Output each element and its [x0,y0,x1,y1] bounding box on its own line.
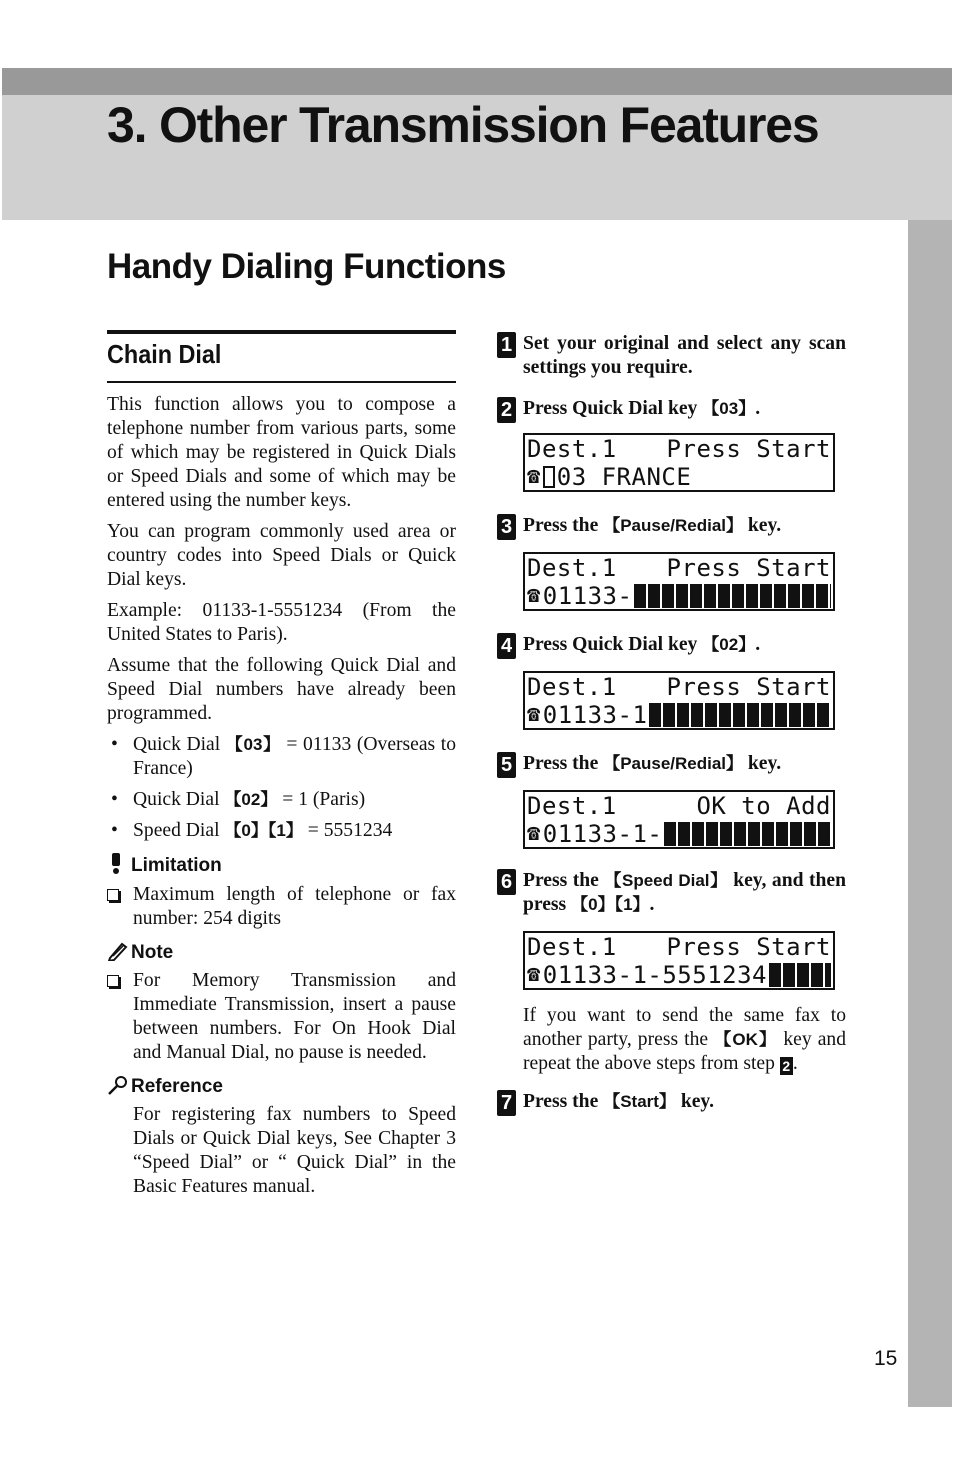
input-fill-blocks [769,963,831,987]
exclamation-icon [107,853,131,879]
cursor-icon [543,466,555,488]
step-number: 4 [497,633,516,659]
telephone-icon: ☎ [527,464,541,489]
step-7: 7 Press the 【Start】 key. [497,1090,846,1114]
step-6-followup: If you want to send the same fax to another party, press the 【OK】 key and repeat the above steps from step 2 . [523,1005,846,1074]
input-fill-blocks [664,822,831,846]
step-3: 3 Press the 【Pause/Redial】 key. [497,514,846,538]
lcd-display: Dest.1 Press Start ☎ 01133-1-5551234 [523,931,835,990]
subsection-rule-bottom [107,381,456,383]
step-2: 2 Press Quick Dial key 【03】. [497,397,846,421]
magnifier-icon [107,1075,131,1099]
reference-heading: Reference [107,1075,456,1099]
section-title: Handy Dialing Functions [107,247,506,286]
checkbox-icon [107,889,119,901]
telephone-icon: ☎ [527,583,541,608]
step-6: 6 Press the 【Speed Dial】 key, and then press 【0】【1】. [497,869,846,917]
list-item: • Speed Dial 【0】【1】 = 5551234 [111,820,393,841]
step-4: 4 Press Quick Dial key 【02】. [497,633,846,657]
subsection-rule-top [107,330,456,334]
page-number: 15 [874,1347,898,1370]
step-number: 3 [497,514,516,540]
chapter-title: 3. Other Transmission Features [107,97,819,153]
programmed-list [107,733,456,843]
step-5: 5 Press the 【Pause/Redial】 key. [497,752,846,776]
assume-paragraph: Assume that the following Quick Dial and Speed Dial numbers have already been programmed. [107,655,456,724]
lcd-display: Dest.1 Press Start ☎ 01133-1 [523,671,835,730]
example-paragraph: Example: 01133-1-5551234 (From the United States to Paris). [107,600,456,645]
telephone-icon: ☎ [527,962,541,987]
telephone-icon: ☎ [527,821,541,846]
reference-text: For registering fax numbers to Speed Dials or Quick Dial keys, See Chapter 3 “Speed Dial” or “ Quick Dial” in the Basic Features manual. [133,1104,456,1197]
program-paragraph: You can program commonly used area or country codes into Speed Dials or Quick Dial keys. [107,521,456,590]
limitation-item: Maximum length of telephone or fax number: 254 digits [107,883,456,931]
input-fill-blocks [634,584,831,608]
step-number: 5 [497,752,516,778]
step-number: 6 [497,869,516,895]
lcd-display: Dest.1 OK to Add ☎ 01133-1- [523,790,835,849]
lcd-display: Dest.1 Press Start ☎ 03 FRANCE [523,433,835,492]
step-reference-icon: 2 [780,1057,793,1075]
step-number: 2 [497,397,516,423]
list-item: • Quick Dial 【02】 = 1 (Paris) [111,789,366,810]
limitation-heading: Limitation [107,853,456,879]
telephone-icon: ☎ [527,702,541,727]
checkbox-icon [107,975,119,987]
list-item: • Quick Dial 【03】 = 01133 (Overseas to France) [111,734,457,779]
step-number: 7 [497,1090,516,1116]
pencil-icon [107,941,131,965]
note-heading: Note [107,941,456,965]
left-column [107,393,456,1199]
note-item: For Memory Transmission and Immediate Transmission, insert a pause between numbers. For On Hook Dial and Manual Dial, no pause is needed. [107,969,456,1065]
side-tab-bar [908,220,952,1407]
input-fill-blocks [649,703,831,727]
lcd-display: Dest.1 Press Start ☎ 01133- [523,552,835,611]
step-number: 1 [497,332,516,358]
header-top-band [2,68,952,95]
right-column [497,332,846,1114]
intro-paragraph: This function allows you to compose a telephone number from various parts, some of which may be registered in Quick Dials or Speed Dials and some of which may be entered using the number keys. [107,394,456,511]
subsection-title: Chain Dial [107,339,222,369]
step-1: 1 Set your original and select any scan settings you require. [497,332,846,380]
